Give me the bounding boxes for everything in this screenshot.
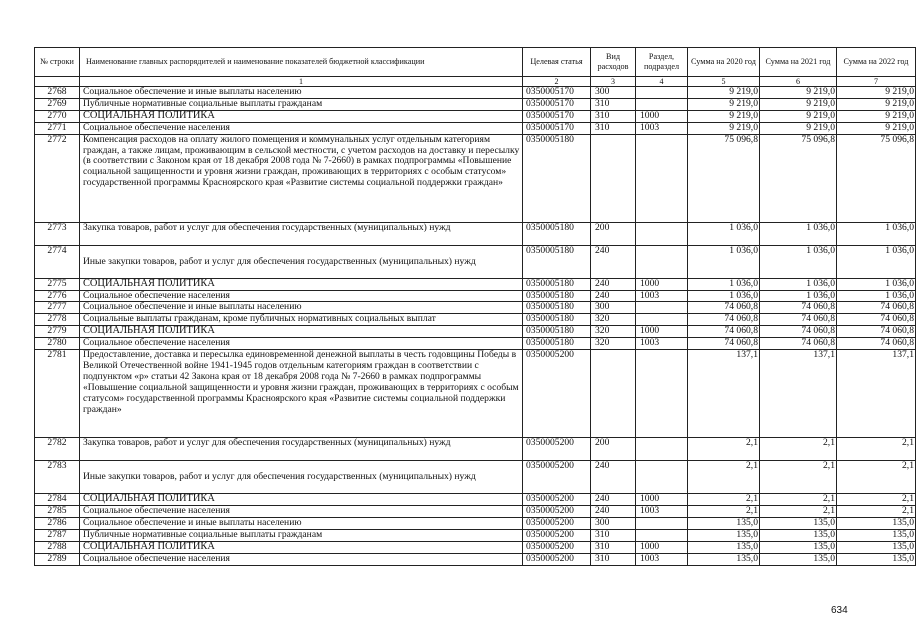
target-article-cell: 0350005180 — [523, 134, 591, 222]
sum-2022-cell: 9 219,0 — [837, 110, 916, 122]
sum-2020-cell: 9 219,0 — [688, 87, 760, 99]
expense-type-cell: 320 — [591, 326, 636, 338]
header-row-number: № строки — [35, 48, 80, 77]
target-article-cell: 0350005200 — [523, 553, 591, 565]
sum-2020-cell: 1 036,0 — [688, 245, 760, 278]
section-cell — [636, 517, 688, 529]
expense-type-cell: 320 — [591, 338, 636, 350]
expense-type-cell: 240 — [591, 494, 636, 506]
expense-type-cell: 200 — [591, 222, 636, 245]
sum-2022-cell: 74 060,8 — [837, 314, 916, 326]
sum-2020-cell: 9 219,0 — [688, 122, 760, 134]
target-article-cell: 0350005180 — [523, 302, 591, 314]
table-row — [35, 222, 916, 245]
row-number-cell: 2768 — [35, 87, 80, 99]
sum-2021-cell: 1 036,0 — [760, 222, 837, 245]
table-row — [35, 461, 916, 494]
sum-2022-cell: 9 219,0 — [837, 122, 916, 134]
section-cell — [636, 438, 688, 461]
row-number-cell: 2779 — [35, 326, 80, 338]
sum-2021-cell: 2,1 — [760, 438, 837, 461]
table-row — [35, 505, 916, 517]
expense-type-cell: 240 — [591, 505, 636, 517]
expense-type-cell: 300 — [591, 87, 636, 99]
section-cell: 1000 — [636, 110, 688, 122]
sum-2021-cell: 74 060,8 — [760, 314, 837, 326]
expense-type-cell: 320 — [591, 314, 636, 326]
expense-type-cell — [591, 134, 636, 222]
target-article-cell: 0350005200 — [523, 529, 591, 541]
row-name-cell: Публичные нормативные социальные выплаты гражданам — [80, 529, 523, 541]
sum-2020-cell: 74 060,8 — [688, 338, 760, 350]
sum-2020-cell: 135,0 — [688, 541, 760, 553]
row-name-cell: Иные закупки товаров, работ и услуг для обеспечения государственных (муниципальных) нужд — [80, 245, 523, 278]
sum-2021-cell: 137,1 — [760, 350, 837, 438]
table-row — [35, 278, 916, 290]
table-row — [35, 517, 916, 529]
section-cell: 1003 — [636, 290, 688, 302]
sum-2020-cell: 1 036,0 — [688, 222, 760, 245]
row-number-cell: 2783 — [35, 461, 80, 494]
section-cell: 1003 — [636, 553, 688, 565]
row-number-cell: 2778 — [35, 314, 80, 326]
sum-2021-cell: 135,0 — [760, 529, 837, 541]
sum-2022-cell: 135,0 — [837, 529, 916, 541]
sum-2021-cell: 75 096,8 — [760, 134, 837, 222]
row-number-cell: 2781 — [35, 350, 80, 438]
table-row — [35, 553, 916, 565]
target-article-cell: 0350005180 — [523, 326, 591, 338]
expense-type-cell: 240 — [591, 290, 636, 302]
section-cell — [636, 461, 688, 494]
table-row — [35, 494, 916, 506]
sum-2022-cell: 1 036,0 — [837, 290, 916, 302]
sum-2020-cell: 135,0 — [688, 517, 760, 529]
target-article-cell: 0350005200 — [523, 541, 591, 553]
target-article-cell: 0350005180 — [523, 314, 591, 326]
row-name-cell: Иные закупки товаров, работ и услуг для обеспечения государственных (муниципальных) нужд — [80, 461, 523, 494]
header-section: Раздел, подраздел — [636, 48, 688, 77]
sum-2020-cell: 74 060,8 — [688, 314, 760, 326]
table-row — [35, 122, 916, 134]
row-name-cell: Социальное обеспечение и иные выплаты населению — [80, 302, 523, 314]
row-name-cell: СОЦИАЛЬНАЯ ПОЛИТИКА — [80, 110, 523, 122]
sum-2020-cell: 135,0 — [688, 553, 760, 565]
table-row — [35, 350, 916, 438]
expense-type-cell: 310 — [591, 541, 636, 553]
sum-2022-cell: 135,0 — [837, 553, 916, 565]
section-cell — [636, 529, 688, 541]
row-name-cell: Социальное обеспечение и иные выплаты населению — [80, 87, 523, 99]
sum-2022-cell: 2,1 — [837, 461, 916, 494]
sum-2022-cell: 137,1 — [837, 350, 916, 438]
expense-type-cell: 240 — [591, 461, 636, 494]
sum-2022-cell: 1 036,0 — [837, 245, 916, 278]
row-name-cell: Публичные нормативные социальные выплаты гражданам — [80, 98, 523, 110]
target-article-cell: 0350005170 — [523, 122, 591, 134]
row-number-cell: 2774 — [35, 245, 80, 278]
section-cell: 1000 — [636, 326, 688, 338]
expense-type-cell: 300 — [591, 302, 636, 314]
row-name-cell: Закупка товаров, работ и услуг для обеспечения государственных (муниципальных) нужд — [80, 222, 523, 245]
sum-2020-cell: 9 219,0 — [688, 98, 760, 110]
section-cell — [636, 314, 688, 326]
expense-type-cell — [591, 350, 636, 438]
sum-2021-cell: 1 036,0 — [760, 245, 837, 278]
sum-2020-cell: 1 036,0 — [688, 290, 760, 302]
sum-2022-cell: 9 219,0 — [837, 98, 916, 110]
expense-type-cell: 310 — [591, 529, 636, 541]
table-row — [35, 87, 916, 99]
table-row — [35, 134, 916, 222]
section-cell: 1003 — [636, 338, 688, 350]
row-name-cell: Социальное обеспечение и иные выплаты населению — [80, 517, 523, 529]
row-name-cell: Социальные выплаты гражданам, кроме публичных нормативных социальных выплат — [80, 314, 523, 326]
row-number-cell: 2787 — [35, 529, 80, 541]
section-cell — [636, 302, 688, 314]
table-row — [35, 338, 916, 350]
sum-2020-cell: 2,1 — [688, 461, 760, 494]
section-cell: 1000 — [636, 541, 688, 553]
table-row — [35, 326, 916, 338]
header-col-number: 1 — [80, 77, 523, 87]
target-article-cell: 0350005200 — [523, 517, 591, 529]
page-number: 634 — [831, 605, 848, 616]
expense-type-cell: 310 — [591, 110, 636, 122]
budget-table — [34, 47, 916, 566]
target-article-cell: 0350005180 — [523, 222, 591, 245]
row-number-cell: 2777 — [35, 302, 80, 314]
sum-2022-cell: 2,1 — [837, 505, 916, 517]
target-article-cell: 0350005180 — [523, 278, 591, 290]
expense-type-cell: 310 — [591, 98, 636, 110]
header-expense-type: Вид расходов — [591, 48, 636, 77]
table-row — [35, 314, 916, 326]
sum-2022-cell: 1 036,0 — [837, 222, 916, 245]
table-row — [35, 438, 916, 461]
sum-2020-cell: 135,0 — [688, 529, 760, 541]
sum-2020-cell: 2,1 — [688, 438, 760, 461]
budget-table-page — [34, 47, 914, 566]
header-col-number: 4 — [636, 77, 688, 87]
row-name-cell: Закупка товаров, работ и услуг для обеспечения государственных (муниципальных) нужд — [80, 438, 523, 461]
sum-2021-cell: 2,1 — [760, 494, 837, 506]
expense-type-cell: 300 — [591, 517, 636, 529]
target-article-cell: 0350005200 — [523, 350, 591, 438]
row-name-cell: Социальное обеспечение населения — [80, 122, 523, 134]
row-name-cell: СОЦИАЛЬНАЯ ПОЛИТИКА — [80, 494, 523, 506]
row-name-cell: Социальное обеспечение населения — [80, 505, 523, 517]
row-number-cell: 2786 — [35, 517, 80, 529]
section-cell — [636, 245, 688, 278]
header-col-number: 2 — [523, 77, 591, 87]
section-cell — [636, 350, 688, 438]
sum-2022-cell: 1 036,0 — [837, 278, 916, 290]
row-number-cell: 2780 — [35, 338, 80, 350]
target-article-cell: 0350005200 — [523, 438, 591, 461]
row-name-cell: Компенсация расходов на оплату жилого помещения и коммунальных услуг отдельным категориям граждан, а также лицам, проживающим в сельской местности, с учетом расходов на доставку и пересылку (в соответствии с Законом края от 18 декабря 2008 года № 7-2660) в рамках подпрограммы «Повышение социальной защищенности и уровня жизни граждан, проживающих в территориях с особым статусом» государственной программы Красноярского края «Развитие системы социальной поддержки граждан» — [80, 134, 523, 222]
table-row — [35, 302, 916, 314]
target-article-cell: 0350005170 — [523, 110, 591, 122]
sum-2021-cell: 2,1 — [760, 461, 837, 494]
header-target-article: Целевая статья — [523, 48, 591, 77]
sum-2021-cell: 1 036,0 — [760, 290, 837, 302]
table-row — [35, 290, 916, 302]
sum-2020-cell: 75 096,8 — [688, 134, 760, 222]
row-number-cell: 2769 — [35, 98, 80, 110]
sum-2020-cell: 74 060,8 — [688, 302, 760, 314]
sum-2022-cell: 135,0 — [837, 541, 916, 553]
expense-type-cell: 310 — [591, 122, 636, 134]
sum-2021-cell: 9 219,0 — [760, 98, 837, 110]
row-number-cell: 2789 — [35, 553, 80, 565]
sum-2020-cell: 1 036,0 — [688, 278, 760, 290]
expense-type-cell: 200 — [591, 438, 636, 461]
sum-2022-cell: 135,0 — [837, 517, 916, 529]
header-sum-2022: Сумма на 2022 год — [837, 48, 916, 77]
header-name: Наименование главных распорядителей и наименование показателей бюджетной классификации — [80, 48, 523, 77]
header-sum-2020: Сумма на 2020 год — [688, 48, 760, 77]
target-article-cell: 0350005170 — [523, 87, 591, 99]
table-row — [35, 98, 916, 110]
target-article-cell: 0350005200 — [523, 461, 591, 494]
sum-2021-cell: 2,1 — [760, 505, 837, 517]
table-row — [35, 541, 916, 553]
sum-2021-cell: 9 219,0 — [760, 87, 837, 99]
sum-2022-cell: 74 060,8 — [837, 302, 916, 314]
section-cell — [636, 222, 688, 245]
row-number-cell: 2782 — [35, 438, 80, 461]
sum-2020-cell: 2,1 — [688, 505, 760, 517]
row-number-cell: 2772 — [35, 134, 80, 222]
section-cell — [636, 134, 688, 222]
table-row — [35, 110, 916, 122]
header-sum-2021: Сумма на 2021 год — [760, 48, 837, 77]
target-article-cell: 0350005180 — [523, 290, 591, 302]
row-number-cell: 2770 — [35, 110, 80, 122]
header-col-number: 6 — [760, 77, 837, 87]
row-name-cell: Социальное обеспечение населения — [80, 553, 523, 565]
sum-2021-cell: 135,0 — [760, 553, 837, 565]
table-row — [35, 529, 916, 541]
row-number-cell: 2775 — [35, 278, 80, 290]
sum-2022-cell: 74 060,8 — [837, 326, 916, 338]
row-number-cell: 2771 — [35, 122, 80, 134]
row-number-cell: 2776 — [35, 290, 80, 302]
row-name-cell: Социальное обеспечение населения — [80, 290, 523, 302]
expense-type-cell: 240 — [591, 245, 636, 278]
sum-2021-cell: 135,0 — [760, 517, 837, 529]
row-number-cell: 2785 — [35, 505, 80, 517]
sum-2022-cell: 9 219,0 — [837, 87, 916, 99]
row-name-cell: Предоставление, доставка и пересылка единовременной денежной выплаты в честь годовщины Победы в Великой Отечественной войне 1941-1945 годов отдельным категориям граждан в соответствии с подпунктом «р» статьи 42 Закона края от 18 декабря 2008 года № 7-2660 в рамках подпрограммы «Повышение социальной защищенности и уровня жизни граждан, проживающих в территориях с особым статусом» государственной программы Красноярского края «Развитие системы социальной поддержки граждан» — [80, 350, 523, 438]
section-cell: 1000 — [636, 278, 688, 290]
row-name-cell: Социальное обеспечение населения — [80, 338, 523, 350]
section-cell — [636, 98, 688, 110]
sum-2020-cell: 9 219,0 — [688, 110, 760, 122]
header-col-number: 5 — [688, 77, 760, 87]
sum-2022-cell: 74 060,8 — [837, 338, 916, 350]
expense-type-cell: 310 — [591, 553, 636, 565]
header-col-number: 7 — [837, 77, 916, 87]
sum-2021-cell: 9 219,0 — [760, 110, 837, 122]
sum-2021-cell: 74 060,8 — [760, 326, 837, 338]
target-article-cell: 0350005180 — [523, 338, 591, 350]
sum-2020-cell: 74 060,8 — [688, 326, 760, 338]
section-cell — [636, 87, 688, 99]
target-article-cell: 0350005180 — [523, 245, 591, 278]
sum-2021-cell: 74 060,8 — [760, 338, 837, 350]
target-article-cell: 0350005200 — [523, 505, 591, 517]
target-article-cell: 0350005170 — [523, 98, 591, 110]
sum-2021-cell: 1 036,0 — [760, 278, 837, 290]
table-row — [35, 245, 916, 278]
sum-2022-cell: 2,1 — [837, 494, 916, 506]
section-cell: 1003 — [636, 505, 688, 517]
row-number-cell: 2773 — [35, 222, 80, 245]
section-cell: 1003 — [636, 122, 688, 134]
row-name-cell: СОЦИАЛЬНАЯ ПОЛИТИКА — [80, 278, 523, 290]
row-name-cell: СОЦИАЛЬНАЯ ПОЛИТИКА — [80, 326, 523, 338]
sum-2021-cell: 74 060,8 — [760, 302, 837, 314]
sum-2020-cell: 137,1 — [688, 350, 760, 438]
sum-2022-cell: 2,1 — [837, 438, 916, 461]
section-cell: 1000 — [636, 494, 688, 506]
header-col-number: 3 — [591, 77, 636, 87]
target-article-cell: 0350005200 — [523, 494, 591, 506]
header-col-number — [35, 77, 80, 87]
row-number-cell: 2784 — [35, 494, 80, 506]
expense-type-cell: 240 — [591, 278, 636, 290]
sum-2022-cell: 75 096,8 — [837, 134, 916, 222]
sum-2021-cell: 9 219,0 — [760, 122, 837, 134]
sum-2020-cell: 2,1 — [688, 494, 760, 506]
row-number-cell: 2788 — [35, 541, 80, 553]
row-name-cell: СОЦИАЛЬНАЯ ПОЛИТИКА — [80, 541, 523, 553]
sum-2021-cell: 135,0 — [760, 541, 837, 553]
